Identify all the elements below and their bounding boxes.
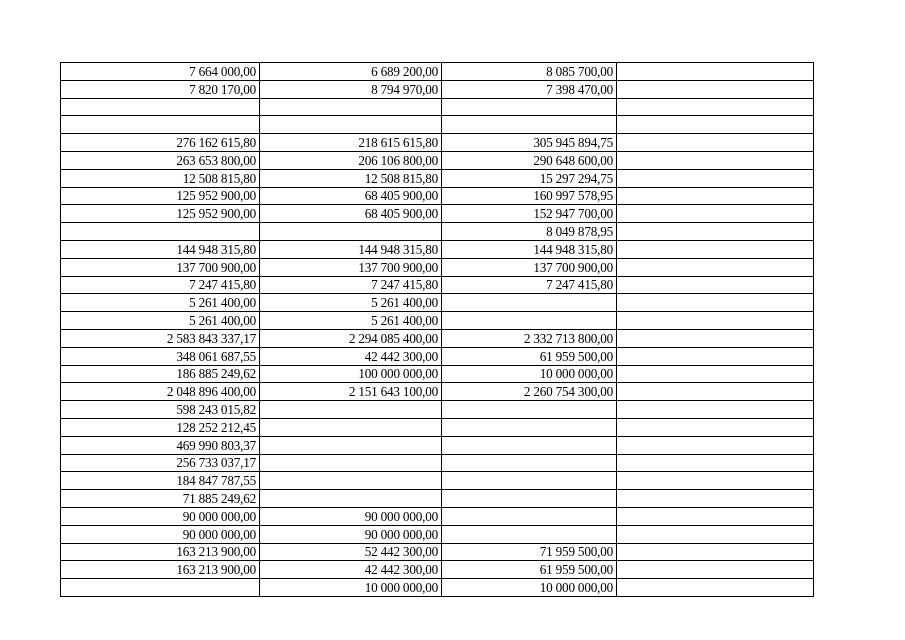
table-cell-col-2: 42 442 300,00 (260, 561, 442, 579)
table-cell-col-3: 144 948 315,80 (442, 240, 617, 258)
table-cell-col-3: 61 959 500,00 (442, 347, 617, 365)
table-cell-col-2: 12 508 815,80 (260, 169, 442, 187)
table-row (61, 258, 814, 276)
table-body (61, 63, 814, 597)
table-row (61, 134, 814, 152)
table-row (61, 525, 814, 543)
table-cell-col-2 (260, 116, 442, 134)
table-cell-col-2: 218 615 615,80 (260, 134, 442, 152)
table-cell-col-2: 10 000 000,00 (260, 579, 442, 597)
table-cell-col-2 (260, 98, 442, 116)
table-cell-col-1: 71 885 249,62 (61, 490, 260, 508)
table-cell-col-2: 144 948 315,80 (260, 240, 442, 258)
table-cell-col-4 (617, 312, 814, 330)
table-row (61, 80, 814, 98)
budget-table (60, 62, 814, 597)
table-row (61, 240, 814, 258)
table-cell-col-3 (442, 116, 617, 134)
table-row (61, 294, 814, 312)
table-cell-col-4 (617, 205, 814, 223)
table-cell-col-3 (442, 472, 617, 490)
table-cell-col-1: 163 213 900,00 (61, 561, 260, 579)
table-cell-col-3: 10 000 000,00 (442, 579, 617, 597)
table-cell-col-3: 137 700 900,00 (442, 258, 617, 276)
table-cell-col-1 (61, 579, 260, 597)
table-cell-col-4 (617, 347, 814, 365)
table-row (61, 329, 814, 347)
table-cell-col-1: 7 247 415,80 (61, 276, 260, 294)
table-cell-col-3 (442, 418, 617, 436)
table-cell-col-1: 144 948 315,80 (61, 240, 260, 258)
table-cell-col-1: 263 653 800,00 (61, 151, 260, 169)
table-cell-col-2: 2 294 085 400,00 (260, 329, 442, 347)
table-cell-col-2: 2 151 643 100,00 (260, 383, 442, 401)
table-cell-col-3: 152 947 700,00 (442, 205, 617, 223)
table-row (61, 561, 814, 579)
table-row (61, 401, 814, 419)
table-cell-col-4 (617, 294, 814, 312)
table-cell-col-1: 184 847 787,55 (61, 472, 260, 490)
table-cell-col-4 (617, 151, 814, 169)
table-row (61, 116, 814, 134)
table-cell-col-2: 68 405 900,00 (260, 187, 442, 205)
table-cell-col-3: 7 398 470,00 (442, 80, 617, 98)
table-cell-col-1: 7 664 000,00 (61, 63, 260, 81)
table-row (61, 151, 814, 169)
table-cell-col-2: 5 261 400,00 (260, 312, 442, 330)
table-cell-col-3 (442, 507, 617, 525)
table-cell-col-4 (617, 507, 814, 525)
table-cell-col-3: 2 260 754 300,00 (442, 383, 617, 401)
table-row (61, 418, 814, 436)
table-row (61, 223, 814, 241)
table-cell-col-2: 6 689 200,00 (260, 63, 442, 81)
table-cell-col-2: 52 442 300,00 (260, 543, 442, 561)
table-cell-col-1: 598 243 015,82 (61, 401, 260, 419)
table-cell-col-2 (260, 436, 442, 454)
table-cell-col-2: 7 247 415,80 (260, 276, 442, 294)
table-cell-col-1: 276 162 615,80 (61, 134, 260, 152)
table-cell-col-1: 348 061 687,55 (61, 347, 260, 365)
table-row (61, 543, 814, 561)
table-row (61, 312, 814, 330)
table-cell-col-4 (617, 418, 814, 436)
table-cell-col-3: 305 945 894,75 (442, 134, 617, 152)
table-cell-col-3 (442, 454, 617, 472)
table-cell-col-4 (617, 169, 814, 187)
table-row (61, 472, 814, 490)
table-cell-col-3: 71 959 500,00 (442, 543, 617, 561)
table-row (61, 63, 814, 81)
table-cell-col-1 (61, 116, 260, 134)
table-cell-col-2 (260, 418, 442, 436)
table-cell-col-3: 8 049 878,95 (442, 223, 617, 241)
table-cell-col-4 (617, 490, 814, 508)
table-cell-col-1 (61, 223, 260, 241)
table-cell-col-3 (442, 98, 617, 116)
table-cell-col-3 (442, 312, 617, 330)
table-cell-col-1: 469 990 803,37 (61, 436, 260, 454)
table-cell-col-4 (617, 63, 814, 81)
table-cell-col-2 (260, 490, 442, 508)
table-row (61, 383, 814, 401)
table-cell-col-1 (61, 98, 260, 116)
table-cell-col-4 (617, 258, 814, 276)
table-cell-col-4 (617, 436, 814, 454)
table-row (61, 579, 814, 597)
table-cell-col-3 (442, 525, 617, 543)
table-cell-col-4 (617, 116, 814, 134)
table-cell-col-3: 2 332 713 800,00 (442, 329, 617, 347)
table-cell-col-4 (617, 454, 814, 472)
table-cell-col-4 (617, 543, 814, 561)
table-row (61, 507, 814, 525)
table-cell-col-3: 160 997 578,95 (442, 187, 617, 205)
table-cell-col-1: 186 885 249,62 (61, 365, 260, 383)
table-cell-col-3 (442, 401, 617, 419)
table-cell-col-2: 90 000 000,00 (260, 525, 442, 543)
table-cell-col-4 (617, 223, 814, 241)
table-cell-col-4 (617, 240, 814, 258)
table-cell-col-3 (442, 490, 617, 508)
table-cell-col-2: 42 442 300,00 (260, 347, 442, 365)
table-cell-col-4 (617, 525, 814, 543)
table-cell-col-1: 128 252 212,45 (61, 418, 260, 436)
table-cell-col-3: 10 000 000,00 (442, 365, 617, 383)
table-cell-col-3: 61 959 500,00 (442, 561, 617, 579)
table-cell-col-4 (617, 383, 814, 401)
table-cell-col-4 (617, 472, 814, 490)
table-cell-col-4 (617, 579, 814, 597)
table-row (61, 169, 814, 187)
table-cell-col-1: 125 952 900,00 (61, 187, 260, 205)
table-cell-col-4 (617, 401, 814, 419)
table-cell-col-2 (260, 401, 442, 419)
table-cell-col-2: 68 405 900,00 (260, 205, 442, 223)
table-cell-col-3 (442, 436, 617, 454)
table-cell-col-3 (442, 294, 617, 312)
table-cell-col-2 (260, 472, 442, 490)
table-cell-col-2: 8 794 970,00 (260, 80, 442, 98)
table-cell-col-4 (617, 80, 814, 98)
table-row (61, 98, 814, 116)
table-cell-col-1: 256 733 037,17 (61, 454, 260, 472)
table-cell-col-1: 5 261 400,00 (61, 312, 260, 330)
table-cell-col-4 (617, 276, 814, 294)
table-row (61, 347, 814, 365)
table-cell-col-2: 100 000 000,00 (260, 365, 442, 383)
table-cell-col-1: 90 000 000,00 (61, 525, 260, 543)
table-cell-col-1: 163 213 900,00 (61, 543, 260, 561)
table-cell-col-2: 90 000 000,00 (260, 507, 442, 525)
table-row (61, 490, 814, 508)
table-cell-col-2: 137 700 900,00 (260, 258, 442, 276)
table-cell-col-1: 7 820 170,00 (61, 80, 260, 98)
table-cell-col-4 (617, 365, 814, 383)
table-cell-col-3: 8 085 700,00 (442, 63, 617, 81)
table-cell-col-3: 7 247 415,80 (442, 276, 617, 294)
table-cell-col-1: 90 000 000,00 (61, 507, 260, 525)
table-cell-col-4 (617, 134, 814, 152)
table-row (61, 454, 814, 472)
table-row (61, 276, 814, 294)
table-row (61, 436, 814, 454)
table-cell-col-2: 5 261 400,00 (260, 294, 442, 312)
table-cell-col-2: 206 106 800,00 (260, 151, 442, 169)
table-cell-col-2 (260, 223, 442, 241)
table-cell-col-1: 137 700 900,00 (61, 258, 260, 276)
table-cell-col-4 (617, 187, 814, 205)
table-row (61, 187, 814, 205)
table-row (61, 365, 814, 383)
table-cell-col-3: 290 648 600,00 (442, 151, 617, 169)
table-row (61, 205, 814, 223)
table-cell-col-1: 2 048 896 400,00 (61, 383, 260, 401)
table-cell-col-4 (617, 329, 814, 347)
table-cell-col-4 (617, 98, 814, 116)
table-cell-col-3: 15 297 294,75 (442, 169, 617, 187)
table-cell-col-1: 2 583 843 337,17 (61, 329, 260, 347)
table-cell-col-4 (617, 561, 814, 579)
table-cell-col-1: 5 261 400,00 (61, 294, 260, 312)
table-cell-col-1: 125 952 900,00 (61, 205, 260, 223)
table-cell-col-1: 12 508 815,80 (61, 169, 260, 187)
table-cell-col-2 (260, 454, 442, 472)
